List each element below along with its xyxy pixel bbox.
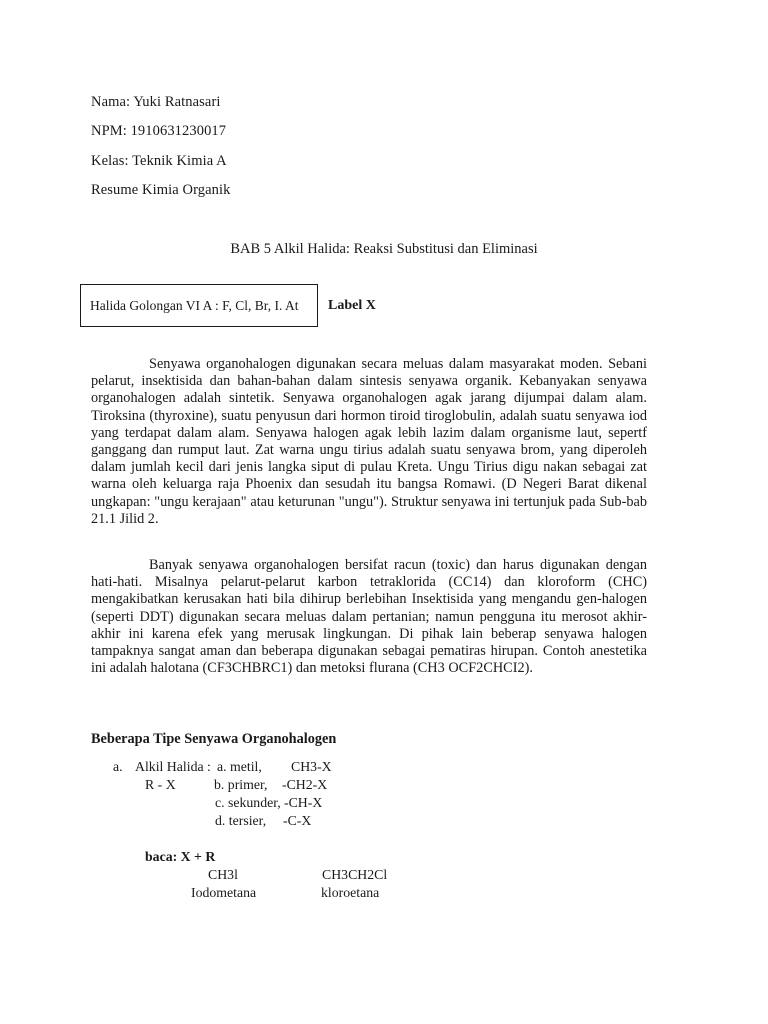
alkyl-type-name: c. sekunder, [215, 795, 281, 810]
alkyl-type-formula: -CH2-X [282, 777, 328, 792]
section-heading: Beberapa Tipe Senyawa Organohalogen [91, 731, 337, 747]
list-marker: a. [113, 759, 123, 774]
paragraph-1: Senyawa organohalogen digunakan secara meluas dalam masyarakat moden. Sebani pelarut, insektisida dan bahan-bahan dalam sintesis senyawa organik. Kebanyakan senyawa organohalogen adalah sintetik. Senyawa organohalogen agak jarang dijumpai dalam alam. Tiroksina (thyroxine), suatu penyusun dari hormon tiroid tiroglobulin, adalah suatu senyawa iod yang terdapat dalam alam. Senyawa halogen agak lebih lazim dalam organisme laut, sepertf ganggang dan rumput laut. Zat warna ungu tirius adalah suatu senyawa brom, yang diperoleh dalam jumlah kecil dari jenis langka siput di pulau Kreta. Ungu Tirius digu nakan sebagai zat warna oleh keluarga raja Phoenix dan sesudah itu bangsa Romawi. (D Negeri Barat dikenal ungkapan: "ungu kerajaan" atau keturunan "ungu"). Struktur senyawa ini tertunjuk pada Sub-bab 21.1 Jilid 2. [91, 356, 647, 527]
example-formula: CH3l [208, 867, 238, 882]
student-class: Kelas: Teknik Kimia A [91, 153, 227, 169]
baca-label: baca: X + R [145, 849, 216, 864]
example-formula: CH3CH2Cl [322, 867, 388, 882]
example-name: Iodometana [191, 885, 257, 900]
chapter-title: BAB 5 Alkil Halida: Reaksi Substitusi dan Eliminasi [230, 241, 538, 257]
student-npm: NPM: 1910631230017 [91, 123, 227, 139]
student-name: Nama: Yuki Ratnasari [91, 94, 221, 110]
paragraph-2: Banyak senyawa organohalogen bersifat racun (toxic) dan harus digunakan dengan hati-hati. Misalnya pelarut-pelarut karbon tetraklorida (CC14) dan kloroform (CHC) mengakibatkan kerusakan hati bila dihirup berlebihan Insektisida yang mengandu gen-halogen (seperti DDT) digunakan secara meluas dalam pertanian; namun pengguna itu merosot akhir-akhir ini karena efek yang merusak lingkungan. Di pihak lain beberap senyawa halogen tampaknya sangat aman dan beberapa digunakan sebagai pematiras hirupan. Contoh anestetika ini adalah halotana (CF3CHBRC1) dan metoksi flurana (CH3 OCF2CHCI2). [91, 557, 647, 677]
alkyl-type-name: a. metil, [217, 759, 262, 774]
alkyl-type-name: d. tersier, [215, 813, 267, 828]
alkyl-type-name: b. primer, [214, 777, 268, 792]
label-x: Label X [328, 298, 376, 313]
alkyl-type-formula: -C-X [283, 813, 312, 828]
example-name: kloroetana [321, 885, 380, 900]
halida-box-text: Halida Golongan VI A : F, Cl, Br, I. At [90, 298, 299, 313]
alkyl-halide-label: Alkil Halida : [135, 759, 211, 774]
halida-box [80, 284, 318, 327]
rx-formula: R - X [145, 777, 176, 792]
alkyl-type-formula: -CH-X [284, 795, 323, 810]
document-subject: Resume Kimia Organik [91, 182, 231, 198]
alkyl-type-formula: CH3-X [291, 759, 332, 774]
